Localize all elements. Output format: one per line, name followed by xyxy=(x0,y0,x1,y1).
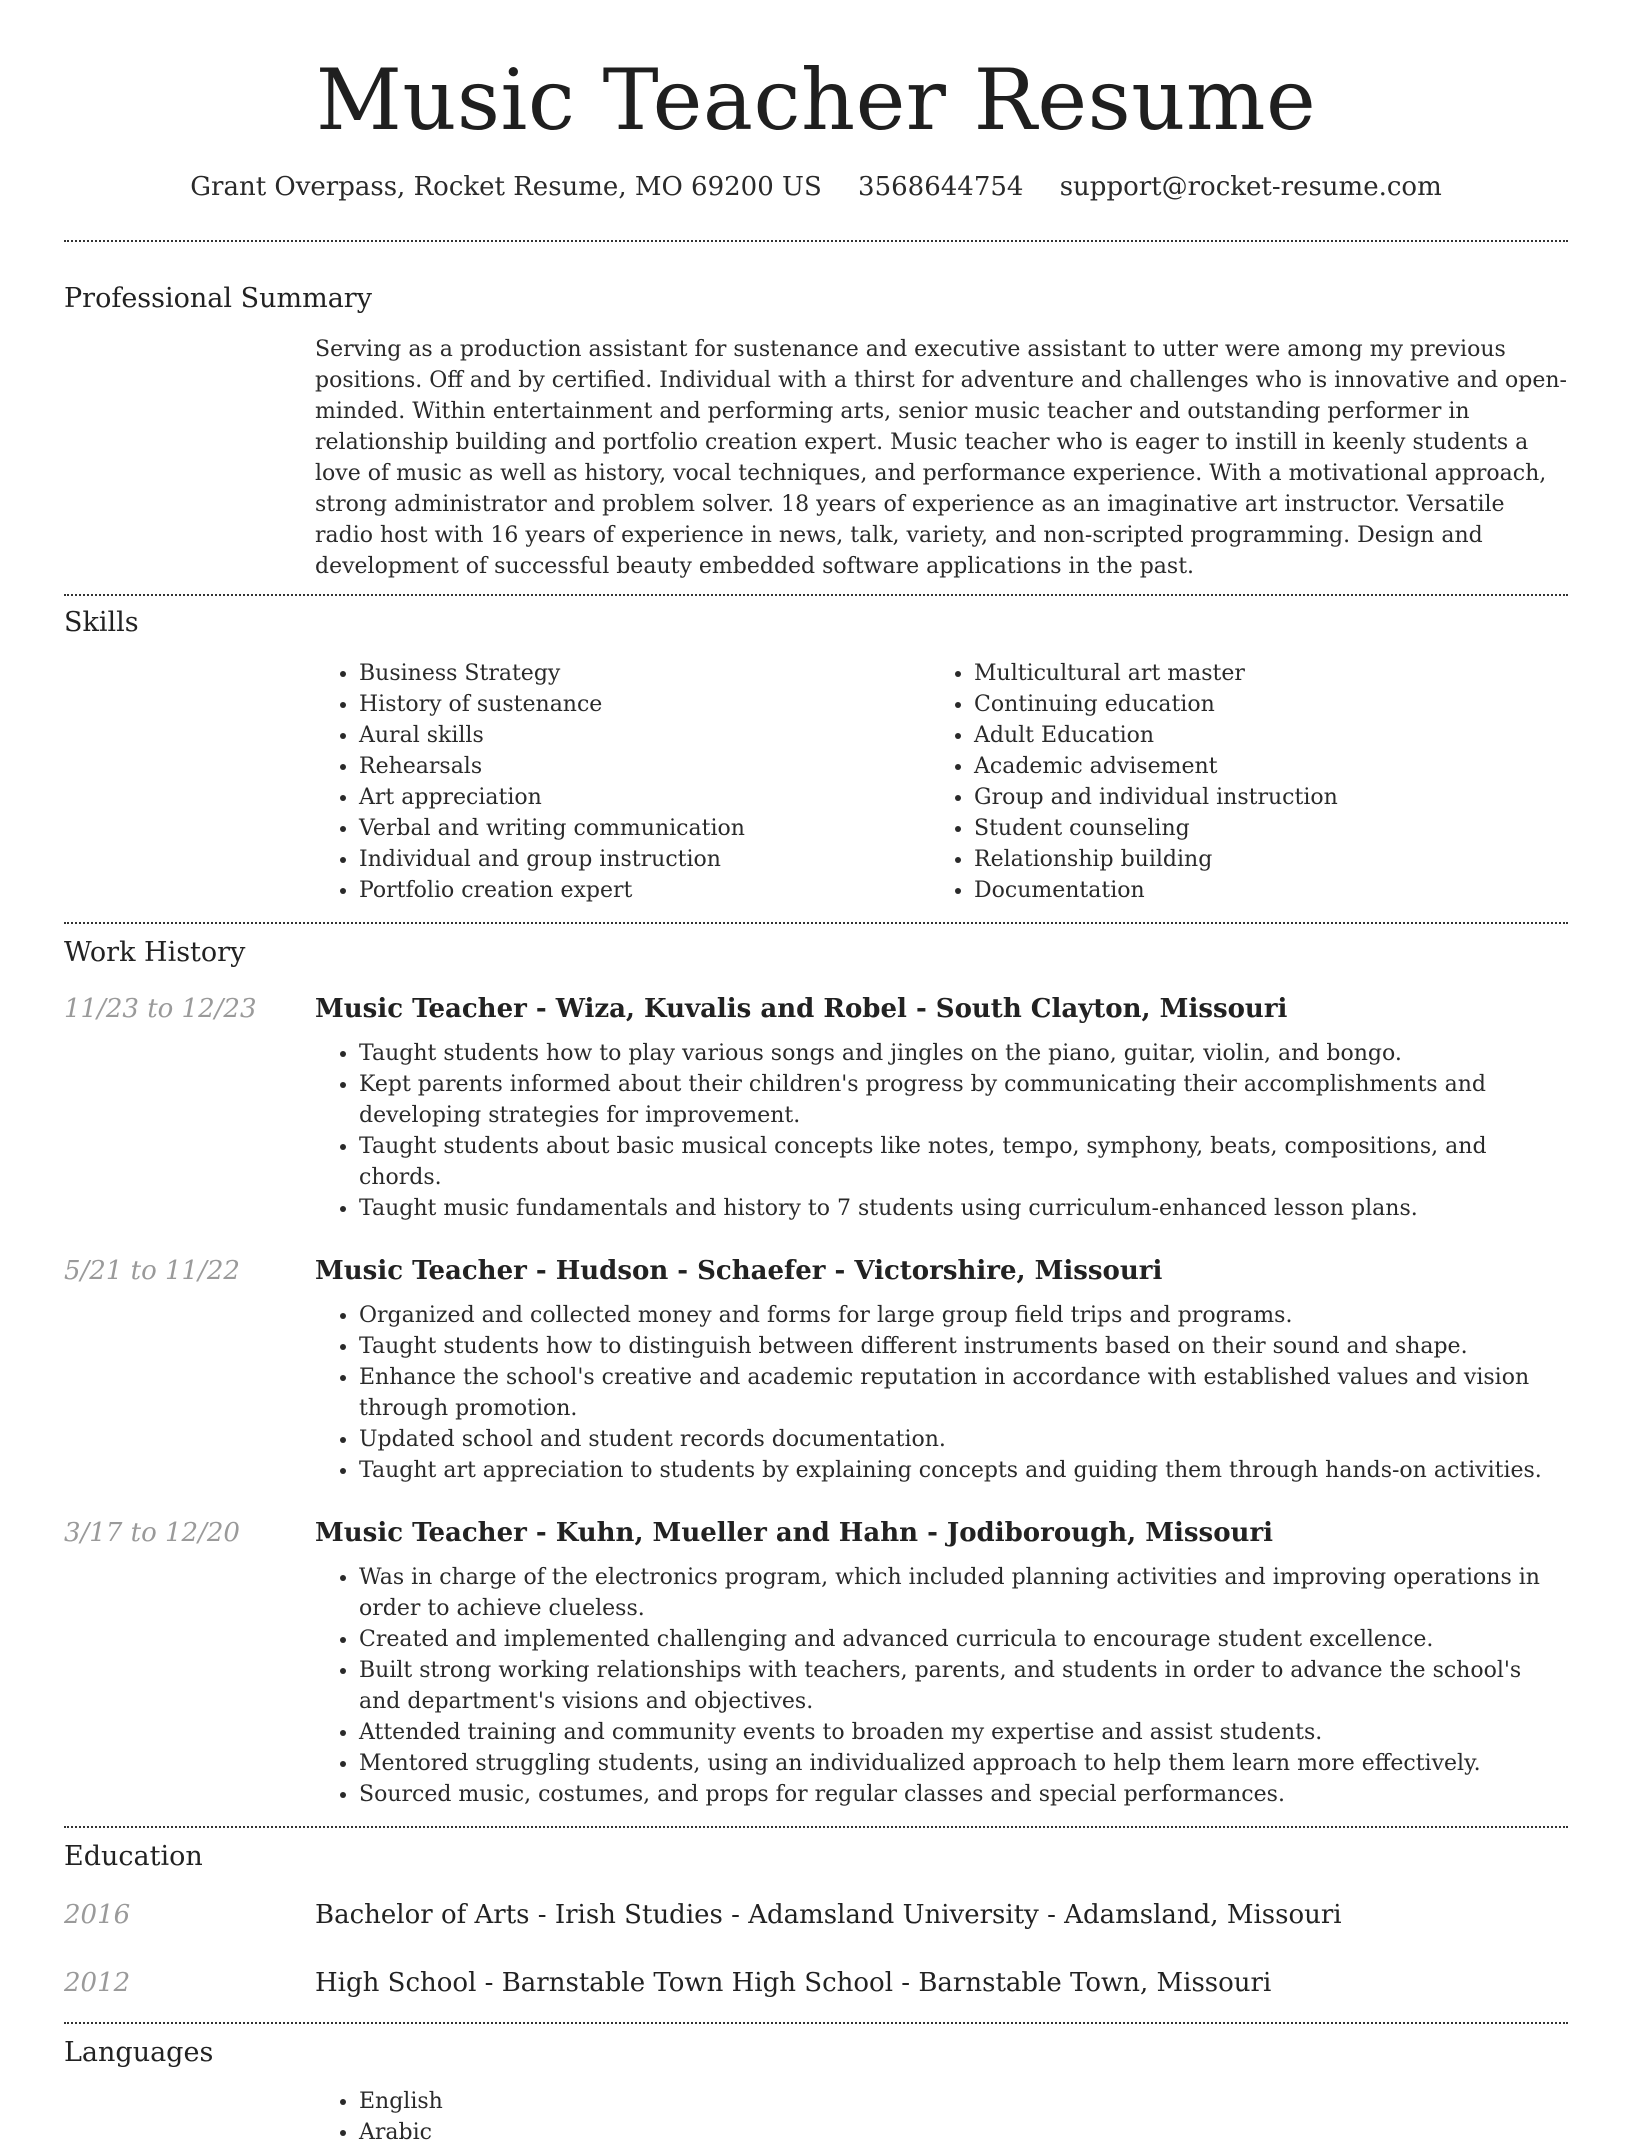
skill-item: • Business Strategy xyxy=(359,658,930,689)
languages-heading: Languages xyxy=(64,2037,214,2068)
education-entry xyxy=(64,1966,1568,2000)
job-bullet: • Kept parents informed about their children's progress by communicating their accomplishments and developing strategies for improvement. xyxy=(359,1069,1568,1131)
divider xyxy=(64,240,1568,242)
education-year: 2012 xyxy=(64,1968,131,1998)
divider xyxy=(64,922,1568,924)
job-bullet: • Taught music fundamentals and history to 7 students using curriculum-enhanced lesson plans. xyxy=(359,1193,1568,1224)
job-date: 3/17 to 12/20 xyxy=(64,1518,240,1548)
contact-email[interactable]: support@rocket-resume.com xyxy=(1059,172,1442,202)
work-section xyxy=(64,936,1568,1810)
skills-list xyxy=(315,658,1568,906)
skill-item: • Individual and group instruction xyxy=(359,844,930,875)
education-section xyxy=(64,1840,1568,2000)
job-title: Music Teacher - Kuhn, Mueller and Hahn - Jodiborough, Missouri xyxy=(315,1518,1274,1548)
skill-item: • Aural skills xyxy=(359,720,930,751)
job-title: Music Teacher - Hudson - Schaefer - Victorshire, Missouri xyxy=(315,1256,1163,1286)
summary-section xyxy=(64,282,1568,582)
skills-heading: Skills xyxy=(64,607,139,638)
job-bullet: • Was in charge of the electronics program, which included planning activities and improving operations in order to achieve clueless. xyxy=(359,1562,1568,1624)
language-item: • English xyxy=(359,2086,1568,2117)
skill-item: • Portfolio creation expert xyxy=(359,875,930,906)
skill-item: • Adult Education xyxy=(974,720,1545,751)
contact-phone[interactable]: 3568644754 xyxy=(858,172,1024,202)
job-entry xyxy=(64,992,1568,1224)
job-bullet: • Taught students how to play various songs and jingles on the piano, guitar, violin, and bongo. xyxy=(359,1038,1568,1069)
work-heading: Work History xyxy=(64,937,246,968)
resume-header xyxy=(64,0,1568,204)
education-text: Bachelor of Arts - Irish Studies - Adamsland University - Adamsland, Missouri xyxy=(315,1900,1342,1930)
skill-item: • Academic advisement xyxy=(974,751,1545,782)
page-title: Music Teacher Resume xyxy=(315,51,1317,149)
job-bullet: • Organized and collected money and forms for large group field trips and programs. xyxy=(359,1300,1568,1331)
education-text: High School - Barnstable Town High School - Barnstable Town, Missouri xyxy=(315,1968,1272,1998)
languages-section xyxy=(64,2036,1568,2148)
job-entry xyxy=(64,1516,1568,1810)
skill-item: • Group and individual instruction xyxy=(974,782,1545,813)
job-title: Music Teacher - Wiza, Kuvalis and Robel - South Clayton, Missouri xyxy=(315,994,1288,1024)
skills-section xyxy=(64,606,1568,906)
skill-item: • Multicultural art master xyxy=(974,658,1545,689)
divider xyxy=(64,2022,1568,2024)
contact-line xyxy=(64,170,1568,204)
job-bullet: • Attended training and community events to broaden my expertise and assist students. xyxy=(359,1717,1568,1748)
education-year: 2016 xyxy=(64,1900,131,1930)
job-entry xyxy=(64,1254,1568,1486)
skill-item: • Relationship building xyxy=(974,844,1545,875)
contact-address: Grant Overpass, Rocket Resume, MO 69200 US xyxy=(190,172,822,202)
resume-page xyxy=(64,0,1568,2148)
skill-item: • Student counseling xyxy=(974,813,1545,844)
job-bullet: • Built strong working relationships with teachers, parents, and students in order to advance the school's and department's visions and objectives. xyxy=(359,1655,1568,1717)
education-entry xyxy=(64,1898,1568,1932)
skill-item: • Documentation xyxy=(974,875,1545,906)
language-item: • Arabic xyxy=(359,2117,1568,2148)
skill-item: • Continuing education xyxy=(974,689,1545,720)
skill-item: • History of sustenance xyxy=(359,689,930,720)
education-heading: Education xyxy=(64,1841,203,1872)
job-bullet: • Sourced music, costumes, and props for regular classes and special performances. xyxy=(359,1779,1568,1810)
job-bullet: • Taught art appreciation to students by explaining concepts and guiding them through hands-on activities. xyxy=(359,1455,1568,1486)
job-bullet: • Enhance the school's creative and academic reputation in accordance with established values and vision through promotion. xyxy=(359,1362,1568,1424)
job-bullet: • Taught students how to distinguish between different instruments based on their sound and shape. xyxy=(359,1331,1568,1362)
skill-item: • Art appreciation xyxy=(359,782,930,813)
divider xyxy=(64,1826,1568,1828)
skill-item: • Verbal and writing communication xyxy=(359,813,930,844)
job-bullet: • Created and implemented challenging and advanced curricula to encourage student excellence. xyxy=(359,1624,1568,1655)
job-date: 11/23 to 12/23 xyxy=(64,994,257,1024)
summary-heading: Professional Summary xyxy=(64,283,372,314)
skill-item: • Rehearsals xyxy=(359,751,930,782)
job-bullet: • Taught students about basic musical concepts like notes, tempo, symphony, beats, compositions, and chords. xyxy=(359,1131,1568,1193)
job-bullet: • Mentored struggling students, using an individualized approach to help them learn more effectively. xyxy=(359,1748,1568,1779)
divider xyxy=(64,594,1568,596)
job-date: 5/21 to 11/22 xyxy=(64,1256,240,1286)
job-bullet: • Updated school and student records documentation. xyxy=(359,1424,1568,1455)
summary-text: Serving as a production assistant for sustenance and executive assistant to utter were among my previous positions. Off and by certified. Individual with a thirst for adventure and challenges who is innovative and open-minded. Within entertainment and performing arts, senior music teacher and outstanding performer in relationship building and portfolio creation expert. Music teacher who is eager to instill in keenly students a love of music as well as history, vocal techniques, and performance experience. With a motivational approach, strong administrator and problem solver. 18 years of experience as an imaginative art instructor. Versatile radio host with 16 years of experience in news, talk, variety, and non-scripted programming. Design and development of successful beauty embedded software applications in the past. xyxy=(315,337,1567,579)
